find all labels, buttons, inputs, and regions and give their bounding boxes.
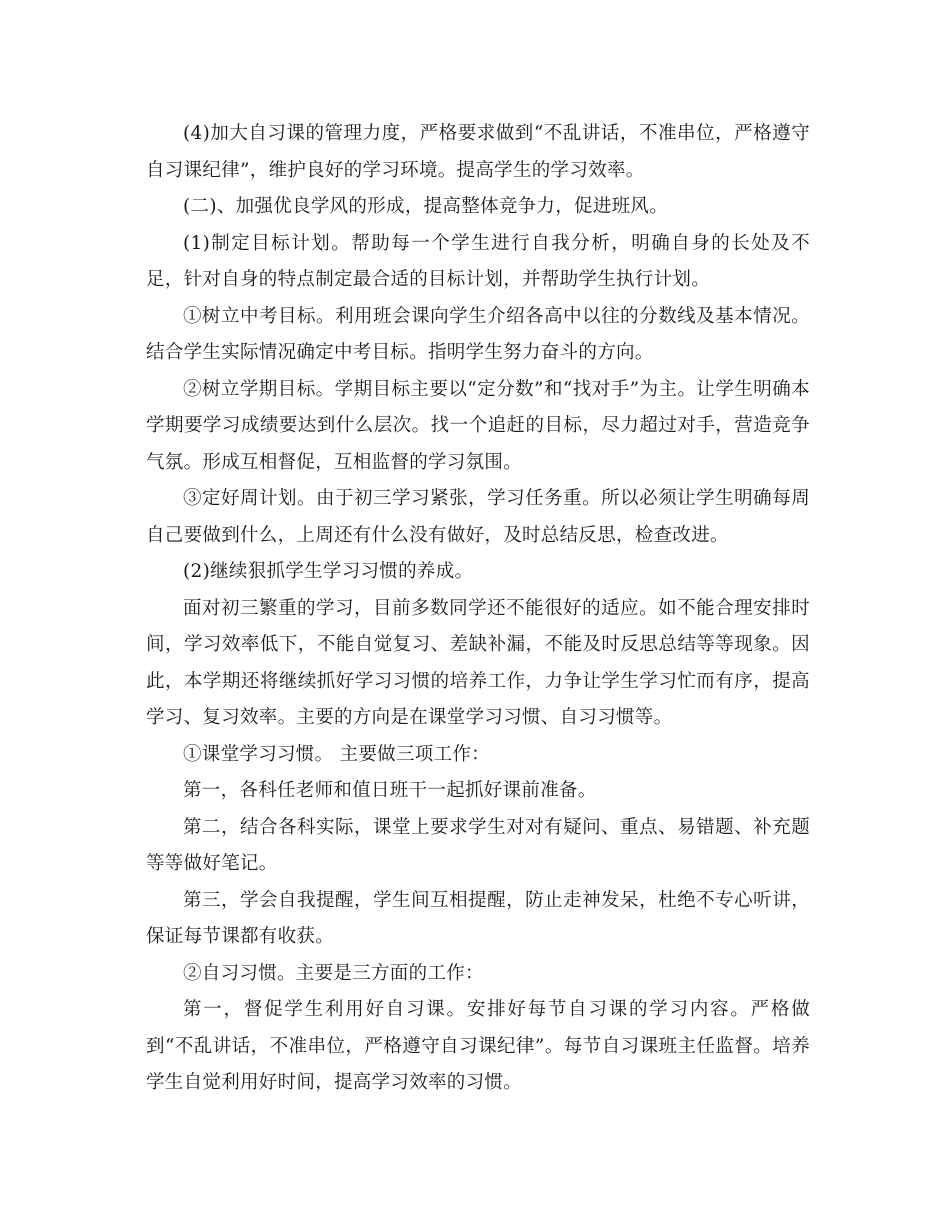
section-heading: (二)、加强优良学风的形成，提高整体竞争力，促进班风。: [183, 196, 669, 217]
paragraph: (1)制定目标计划。帮助每一个学生进行自我分析，明确自身的长处及不足，针对自身的特点制定最合适的目标计划，并帮助学生执行计划。: [146, 232, 810, 290]
paragraph: 第三，学会自我提醒，学生间互相提醒，防止走神发呆，杜绝不专心听讲，保证每节课都有收获。: [146, 889, 810, 947]
paragraph: 第二，结合各科实际，课堂上要求学生对对有疑问、重点、易错题、补充题等等做好笔记。: [146, 816, 810, 874]
paragraph: ②树立学期目标。学期目标主要以“定分数”和“找对手”为主。让学生明确本学期要学习成绩要达到什么层次。找一个追赶的目标，尽力超过对手，营造竞争气氛。形成互相督促，互相监督的学习氛围。: [146, 378, 810, 473]
paragraph: ②自习习惯。主要是三方面的工作：: [183, 962, 484, 984]
paragraph: (2)继续狠抓学生学习习惯的养成。: [183, 561, 474, 582]
paragraph: (4)加大自习课的管理力度，严格要求做到“不乱讲话，不准串位，严格遵守自习课纪律”，维护良好的学习环境。提高学生的学习效率。: [146, 123, 810, 181]
paragraph: ①课堂学习习惯。 主要做三项工作：: [183, 743, 490, 765]
paragraph: ①树立中考目标。利用班会课向学生介绍各高中以往的分数线及基本情况。结合学生实际情况确定中考目标。指明学生努力奋斗的方向。: [146, 305, 810, 363]
paragraph: ③定好周计划。由于初三学习紧张，学习任务重。所以必须让学生明确每周自己要做到什么，上周还有什么没有做好，及时总结反思，检查改进。: [146, 488, 810, 546]
paragraph: 第一，各科任老师和值日班干一起抓好课前准备。: [183, 780, 597, 801]
paragraph: 面对初三繁重的学习，目前多数同学还不能很好的适应。如不能合理安排时间，学习效率低下，不能自觉复习、差缺补漏，不能及时反思总结等等现象。因此，本学期还将继续抓好学习习惯的培养工作，力争让学生学习忙而有序，提高学习、复习效率。主要的方向是在课堂学习习惯、自习习惯等。: [146, 597, 810, 728]
document-body: [146, 116, 810, 1102]
paragraph: 第一，督促学生利用好自习课。安排好每节自习课的学习内容。严格做到“不乱讲话，不准串位，严格遵守自习课纪律”。每节自习课班主任监督。培养学生自觉利用好时间，提高学习效率的习惯。: [146, 999, 810, 1093]
